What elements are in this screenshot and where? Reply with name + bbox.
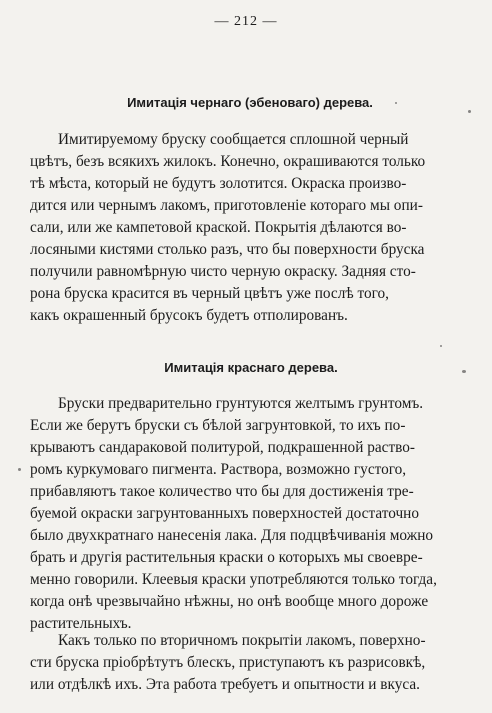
- text-line: Если же берутъ бруски съ бѣлой загрунтовкой, то ихъ по-: [30, 417, 406, 434]
- text-line: когда онѣ чрезвычайно нѣжны, но онѣ вообще много дороже: [30, 593, 429, 610]
- text-line: рона бруска красится въ черный цвѣтъ уже послѣ того,: [30, 285, 389, 302]
- ink-speck: [18, 468, 21, 471]
- text-line: менно говорили. Клеевыя краски употребляются только тогда,: [30, 571, 437, 588]
- ink-speck: [395, 102, 397, 104]
- text-line: ромъ куркумоваго пигмента. Раствора, возможно густого,: [30, 461, 407, 478]
- text-line: сали, или же кампетовой краской. Покрытія дѣлаются во-: [30, 219, 407, 236]
- text-line: брать и другія растительныя краски о которыхъ мы своевре-: [30, 549, 423, 566]
- text-line: тѣ мѣста, который не будутъ золотится. Окраска произво-: [30, 175, 407, 192]
- text-line: Имитируемому бруску сообщается сплошной черный: [58, 131, 409, 148]
- text-line: лосяными кистями столько разъ, что бы поверхности бруска: [30, 241, 425, 258]
- ink-speck: [440, 345, 442, 347]
- ink-speck: [468, 110, 471, 113]
- paragraph-finishing: [30, 630, 470, 696]
- text-line: какъ окрашенный брусокъ будетъ отполированъ.: [30, 307, 348, 324]
- text-line: Какъ только по вторичномъ покрытіи лакомъ, поверхно-: [58, 632, 426, 649]
- text-line: цвѣтъ, безъ всякихъ жилокъ. Конечно, окрашиваются только: [30, 153, 426, 170]
- section-heading-mahogany: Имитація краснаго дерева.: [164, 360, 338, 375]
- page-number: — 212 —: [214, 14, 278, 29]
- text-line: сти бруска пріобрѣтутъ блескъ, приступаютъ къ разрисовкѣ,: [30, 654, 426, 671]
- section-heading-ebony: Имитація чернаго (эбеноваго) дерева.: [127, 95, 373, 110]
- text-line: получили равномѣрную чисто черную окраску. Задняя сто-: [30, 263, 416, 280]
- ink-speck: [462, 370, 466, 373]
- text-line: крываютъ сандараковой политурой, подкрашенной раство-: [30, 439, 415, 456]
- text-line: дится или чернымъ лакомъ, приготовленіе котораго мы опи-: [30, 197, 423, 214]
- text-line: было двухкратнаго нанесенія лака. Для подцвѣчиванія можно: [30, 527, 434, 544]
- text-line: или отдѣлкѣ ихъ. Эта работа требуетъ и опытности и вкуса.: [30, 676, 420, 693]
- text-line: прибавляютъ такое количество что бы для достиженія тре-: [30, 483, 414, 500]
- text-line: буемой окраски загрунтованныхъ поверхностей достаточно: [30, 505, 419, 522]
- paragraph-mahogany: [30, 393, 470, 635]
- text-line: Бруски предварительно грунтуются желтымъ грунтомъ.: [58, 395, 424, 412]
- paragraph-ebony: [30, 129, 470, 327]
- text-line: растительныхъ.: [30, 615, 132, 632]
